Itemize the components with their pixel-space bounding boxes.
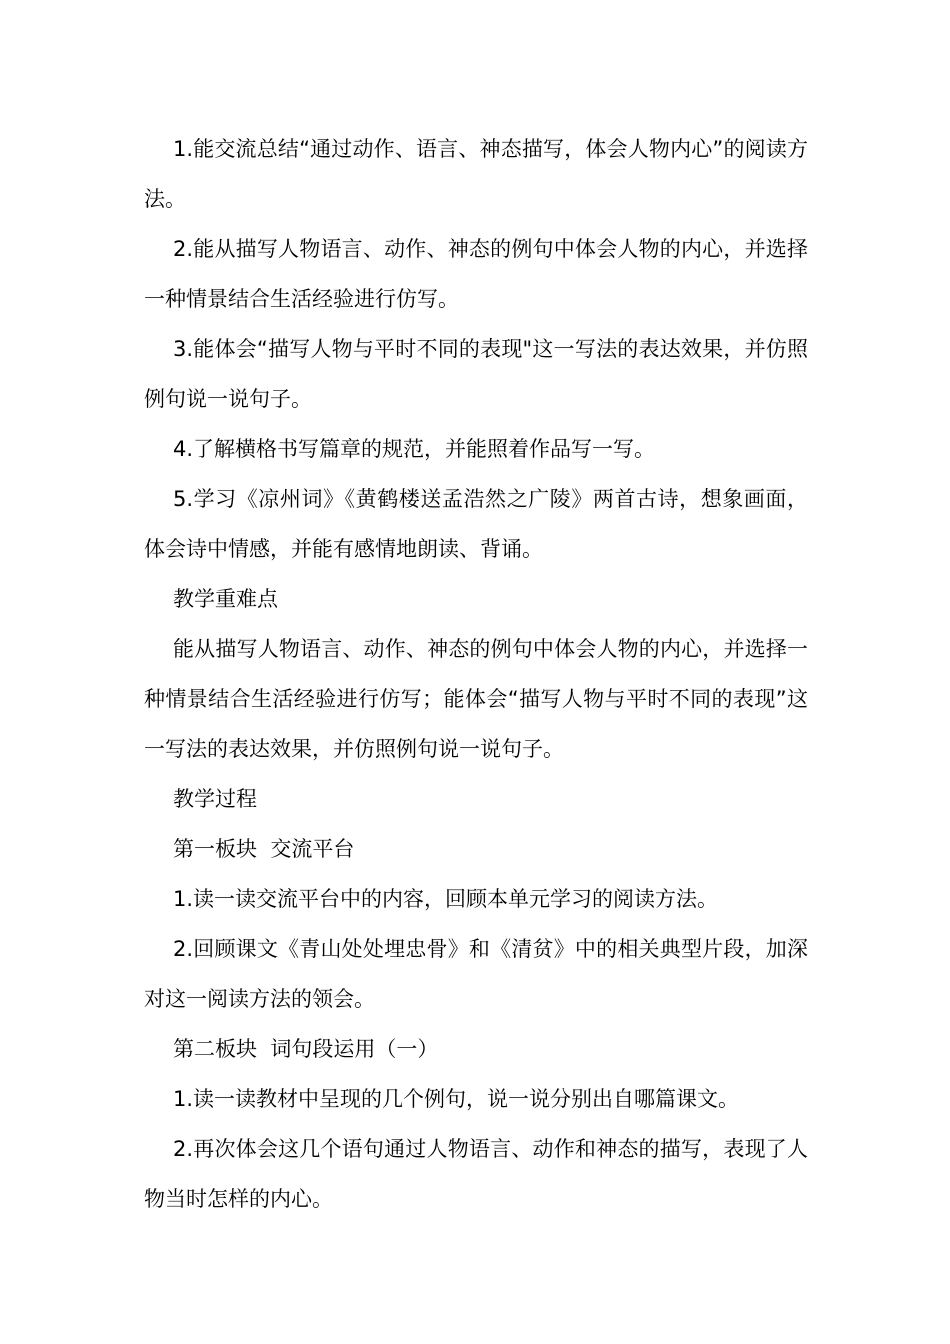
objective-2: 2.能从描写人物语言、动作、神态的例句中体会人物的内心，并选择一种情景结合生活经验进行仿写。 xyxy=(144,237,808,311)
objective-4: 4.了解横格书写篇章的规范，并能照着作品写一写。 xyxy=(173,437,656,461)
objective-5: 5.学习《凉州词》《黄鹤楼送孟浩然之广陵》两首古诗，想象画面，体会诗中情感，并能有感情地朗读、背诵。 xyxy=(144,487,808,561)
document-page xyxy=(144,124,808,1224)
section-1-step-2: 2.回顾课文《青山处处埋忠骨》和《清贫》中的相关典型片段，加深对这一阅读方法的领会。 xyxy=(144,937,808,1011)
objective-1: 1.能交流总结“通过动作、语言、神态描写，体会人物内心”的阅读方法。 xyxy=(144,137,808,211)
heading-key-points: 教学重难点 xyxy=(173,587,278,611)
section-2-title: 第二板块 词句段运用（一） xyxy=(173,1037,439,1061)
section-1-step-1: 1.读一读交流平台中的内容，回顾本单元学习的阅读方法。 xyxy=(173,887,719,911)
key-points-text: 能从描写人物语言、动作、神态的例句中体会人物的内心，并选择一种情景结合生活经验进行仿写；能体会“描写人物与平时不同的表现”这一写法的表达效果，并仿照例句说一说句子。 xyxy=(144,637,808,761)
objective-3: 3.能体会“描写人物与平时不同的表现"这一写法的表达效果，并仿照例句说一说句子。 xyxy=(144,337,808,411)
section-2-step-1: 1.读一读教材中呈现的几个例句，说一说分别出自哪篇课文。 xyxy=(173,1087,740,1111)
heading-teaching-process: 教学过程 xyxy=(173,787,257,811)
section-2-step-2: 2.再次体会这几个语句通过人物语言、动作和神态的描写，表现了人物当时怎样的内心。 xyxy=(144,1137,808,1211)
section-1-title: 第一板块 交流平台 xyxy=(173,837,355,861)
